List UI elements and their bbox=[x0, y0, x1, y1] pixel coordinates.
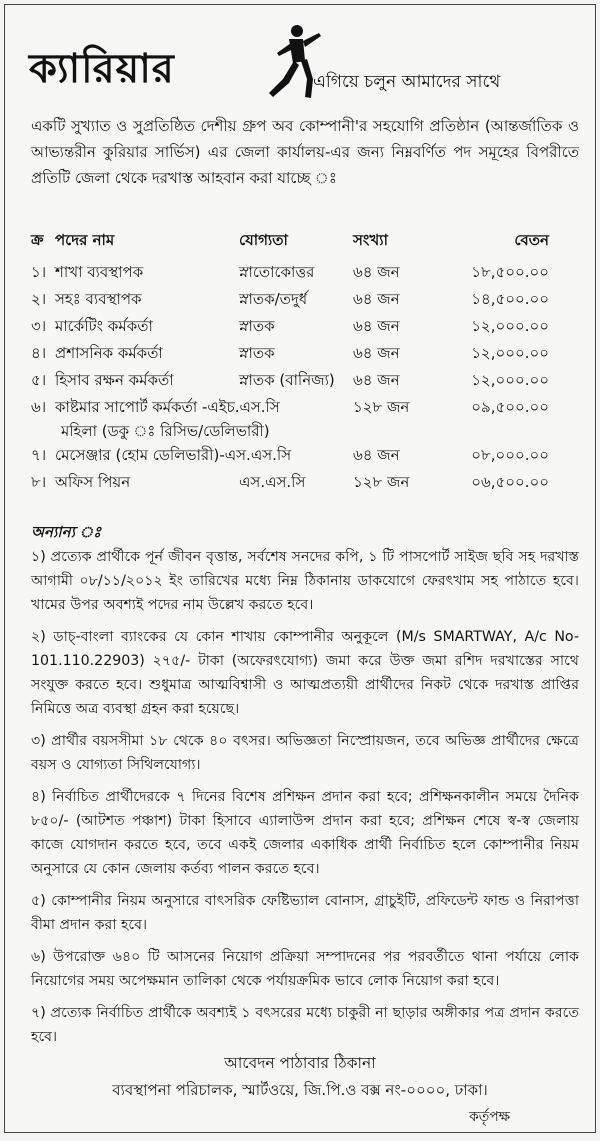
row-salary: ১৮,৫০০.০০ bbox=[471, 263, 549, 281]
note-item: ২) ডাচ্-বাংলা ব্যাংকের যে কোন শাখায় কোম্পানীর অনুকূলে (M/s SMARTWAY, A/c No- 101.110.22903) ২৭৫/- টাকা (অফেরৎযোগ্য) জমা করে উক্ত জমা রশিদ দরখাস্তের সাথে সংযুক্ত করতে হবে। শুধুমাত্র আত্মবিশ্বাসী ও আত্মপ্রত্যয়ী প্রার্থীদের নিকট থেকে দরখাস্ত প্রাপ্তির নিমিত্তে অত্র ব্যবস্থা গ্রহন করা হয়েছে। bbox=[31, 629, 579, 717]
row-post-note: মহিলা (ডকু ঃ রিসিভ/ডেলিভারী) bbox=[61, 422, 270, 440]
row-count: ১২৮ জন bbox=[353, 473, 410, 491]
row-post: মার্কেটিং কর্মকর্তা bbox=[55, 317, 153, 335]
row-salary: ০৬,৫০০.০০ bbox=[471, 473, 549, 491]
header-qualification: যোগ্যতা bbox=[239, 231, 288, 249]
note-item: ৫) কোম্পানীর নিয়ম অনুসারে বাৎসরিক ফেষ্টিভ্যাল বোনাস, গ্রাচুইটি, প্রফিডেন্ট ফান্ড ও নিরাপত্তা বীমা প্রদান করা হবে। bbox=[31, 893, 579, 933]
table-row bbox=[31, 288, 579, 315]
row-count: ৬৪ জন bbox=[353, 446, 400, 464]
row-qualification: স্নাতক/তদুর্ধ bbox=[239, 290, 308, 308]
row-qualification: এস.এস.সি bbox=[239, 473, 306, 491]
job-advertisement bbox=[4, 4, 596, 1133]
row-serial: ৫। bbox=[31, 371, 47, 389]
note-item: ৬) উপরোক্ত ৬৪০ টি আসনের নিয়োগ প্রক্রিয়া সম্পাদনের পর পরবর্তীতে থানা পর্যায়ে লোক নিয়োগের সময় অপেক্ষমান তালিকা থেকে পর্যায়ক্রমিক ভাবে লোক নিয়োগ করা হবে। bbox=[31, 949, 579, 989]
authority-signature: কর্তৃপক্ষ bbox=[469, 1109, 511, 1125]
row-post: মেসেঞ্জার (হোম ডেলিভারী)-এস.এস.সি bbox=[55, 446, 292, 464]
address-heading: আবেদন পাঠাবার ঠিকানা bbox=[224, 1054, 376, 1072]
header-serial: ক্র bbox=[31, 231, 44, 249]
row-salary: ১২,০০০.০০ bbox=[471, 371, 549, 389]
table-row bbox=[31, 444, 579, 471]
row-count: ৬৪ জন bbox=[353, 290, 400, 308]
vacancy-table bbox=[31, 229, 579, 498]
row-post: হিসাব রক্ষন কর্মকর্তা bbox=[55, 371, 174, 389]
row-qualification: স্নাতক (বানিজ্য) bbox=[239, 371, 335, 389]
row-count: ৬৪ জন bbox=[353, 371, 400, 389]
table-row bbox=[31, 315, 579, 342]
row-post: অফিস পিয়ন bbox=[55, 473, 131, 491]
row-serial: ৮। bbox=[31, 473, 47, 491]
row-count: ৬৪ জন bbox=[353, 317, 400, 335]
table-row bbox=[31, 396, 579, 444]
row-count: ১২৮ জন bbox=[353, 398, 410, 416]
row-post: শাখা ব্যবস্থাপক bbox=[55, 263, 144, 281]
row-salary: ০৮,০০০.০০ bbox=[471, 446, 549, 464]
row-serial: ২। bbox=[31, 290, 47, 308]
row-serial: ৬। bbox=[31, 398, 47, 416]
row-serial: ৩। bbox=[31, 317, 47, 335]
row-qualification: স্নাতক bbox=[239, 317, 275, 335]
notes-list bbox=[31, 545, 579, 1057]
row-salary: ১২,০০০.০০ bbox=[471, 317, 549, 335]
note-item: ৭) প্রত্যেক নির্বাচিত প্রার্থীকে অবশ্যই ১ বৎসরের মধ্যে চাকুরী না ছাড়ার অঙ্গীকার পত্র প্রদান করতে হবে। bbox=[31, 1005, 579, 1045]
row-count: ৬৪ জন bbox=[353, 263, 400, 281]
others-heading: অন্যান্য ঃ bbox=[31, 523, 102, 541]
row-serial: ৭। bbox=[31, 446, 47, 464]
row-post: সহঃ ব্যবস্থাপক bbox=[55, 290, 142, 308]
tagline: এগিয়ে চলুন আমাদের সাথে bbox=[313, 72, 501, 92]
header-count: সংখ্যা bbox=[353, 231, 388, 249]
header-salary: বেতন bbox=[514, 231, 549, 249]
note-item: ১) প্রত্যেক প্রার্থীকে পূর্ন জীবন বৃত্তান্ত, সর্বশেষ সনদের কপি, ১ টি পাসপোর্ট সাইজ ছবি সহ দরখাস্ত আগামী ০৮/১১/২০১২ ইং তারিখের মধ্যে নিম্ন ঠিকানায় ডাকযোগে ফেরৎখাম সহ পাঠাতে হবে। খামের উপর অবশ্যই পদের নাম উল্লেখ করতে হবে। bbox=[31, 549, 579, 613]
row-post: প্রশাসনিক কর্মকর্তা bbox=[55, 344, 163, 362]
row-salary: ০৯,৫০০.০০ bbox=[471, 398, 549, 416]
table-row bbox=[31, 471, 579, 498]
table-row bbox=[31, 369, 579, 396]
note-item: ৩) প্রার্থীর বয়সসীমা ১৮ থেকে ৪০ বৎসর। অভিজ্ঞতা নিস্প্রোয়জন, তবে অভিজ্ঞ প্রার্থীদের ক্ষেত্রে বয়স ও যোগ্যতা সিথিলযোগ্য। bbox=[31, 733, 579, 773]
row-qualification: স্নাতক bbox=[239, 344, 275, 362]
row-salary: ১৪,৫০০.০০ bbox=[471, 290, 549, 308]
row-qualification: স্নাতোকোত্তর bbox=[239, 263, 315, 281]
header bbox=[23, 23, 583, 103]
row-count: ৬৪ জন bbox=[353, 344, 400, 362]
table-header bbox=[31, 229, 579, 261]
table-row bbox=[31, 261, 579, 288]
table-row bbox=[31, 342, 579, 369]
row-salary: ১২,০০০.০০ bbox=[471, 344, 549, 362]
mailing-address: ব্যবস্থাপনা পরিচালক, স্মার্টওয়ে, জি.পি.ও বক্স নং-০০০০, ঢাকা। bbox=[112, 1081, 488, 1099]
row-post: কাষ্টমার সাপোর্ট কর্মকর্তা -এইচ.এস.সি bbox=[55, 398, 280, 416]
intro-paragraph: একটি সুখ্যাত ও সুপ্রতিষ্ঠিত দেশীয় গ্রুপ অব কোম্পানী'র সহযোগি প্রতিষ্ঠান (আন্তর্জাতিক ও আভ্যন্তরীন কুরিয়ার সার্ভিস) এর জেলা কার্যালয়-এর জন্য নিম্নবর্ণিত পদ সমূহের বিপরীতে প্রতিটি জেলা থেকে দরখাস্ত আহবান করা যাচ্ছে ঃ bbox=[31, 117, 579, 187]
header-post: পদের নাম bbox=[55, 231, 115, 249]
row-serial: ৪। bbox=[31, 344, 47, 362]
ad-title: ক্যারিয়ার bbox=[29, 46, 175, 92]
row-serial: ১। bbox=[31, 263, 47, 281]
note-item: ৪) নির্বাচিত প্রার্থীদেরকে ৭ দিনের বিশেষ প্রশিক্ষন প্রদান করা হবে; প্রশিক্ষনকালীন সময়ে দৈনিক ৮৫০/- (আটশত পঞ্চাশ) টাকা হিসাবে এ্যালাউন্স প্রদান করা হবে; প্রশিক্ষন শেষে স্ব-স্ব জেলায় কাজে যোগদান করতে হবে, তবে একই জেলার একাধিক প্রার্থী নির্বাচিত হলে কোম্পানীর নিয়ম অনুসারে যে কোন জেলায় কর্তব্য পালন করতে হবে। bbox=[31, 789, 579, 877]
